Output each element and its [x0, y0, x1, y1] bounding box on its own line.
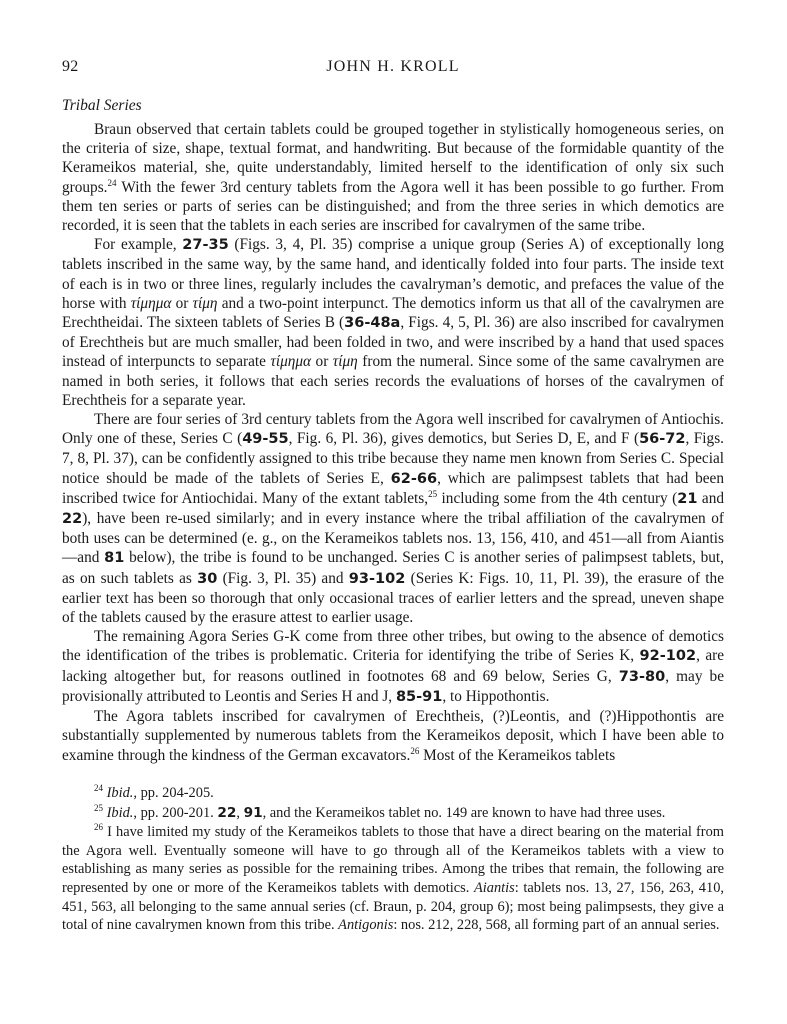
bold-reference: 27-35	[182, 237, 229, 254]
footnote-ref: 25	[94, 802, 103, 813]
text-run: , may be provisionally attributed to Leontis and Series H and J,	[62, 667, 724, 705]
footnote-ref: 24	[107, 177, 117, 188]
italic-text: Ibid.	[106, 785, 134, 801]
text-run: and	[697, 489, 724, 507]
text-run: For example,	[94, 236, 183, 254]
text-run: , Figs. 7, 8, Pl. 37), can be confidently assigned to this tribe because they name men known from Series C. Special notice should be made of the tablets of Series E,	[62, 430, 724, 487]
text-run: : nos. 212, 228, 568, all forming part of an annual series.	[393, 917, 720, 934]
text-run: ,	[236, 804, 244, 821]
footnote-ref: 26	[94, 822, 103, 833]
bold-reference: 30	[197, 570, 218, 587]
text-run: (Figs. 3, 4, Pl. 35) comprise a unique group (Series A) of exceptionally long tablets inscribed in the same way, by the same hand, and identically folded into four parts. The inside text of each is in two or three lines, regularly includes the cavalryman’s demotic, and prefaces the value of the horse with	[62, 236, 724, 312]
footnote-ref: 25	[428, 488, 438, 499]
text-run: including some from the 4th century (	[437, 489, 678, 507]
text-run: and a two-point interpunct. The demotics inform us that all of the cavalrymen are Erechtheidai. The sixteen tablets of Series B (	[62, 294, 724, 332]
italic-text: Aiantis	[473, 879, 515, 896]
text-run: , which are palimpsest tablets that had been inscribed twice for Antiochidai. Many of the extant tablets,	[62, 469, 724, 507]
text-run: or	[311, 353, 333, 371]
italic-text: τίμημα	[130, 294, 172, 312]
text-run: , are lacking altogether but, for reasons outlined in footnotes 68 and 69 below, Series G,	[62, 647, 724, 685]
footnote-ref: 26	[410, 745, 420, 756]
italic-text: Ibid.	[106, 804, 134, 821]
bold-reference: 56-72	[639, 431, 686, 448]
text-run: below), the tribe is found to be unchanged. Series C is another series of palimpsest tablets, but, as on such tablets as	[62, 549, 724, 587]
bold-reference: 21	[677, 490, 698, 507]
body-text	[62, 120, 724, 765]
text-run: There are four series of 3rd century tablets from the Agora well inscribed for cavalrymen of Antiochis. Only one of these, Series C (	[62, 411, 724, 448]
text-run: , and the Kerameikos tablet no. 149 are known to have had three uses.	[262, 804, 666, 821]
text-run: With the fewer 3rd century tablets from the Agora well it has been possible to go further. From them ten series or parts of series can be distinguished; and from the three series in which demotics are recorded, it is seen that the tablets in each series are inscribed for cavalrymen of the same tribe.	[62, 178, 724, 235]
bold-reference: 91	[243, 804, 263, 821]
italic-text: τίμη	[192, 294, 218, 312]
text-run: , pp. 200-201.	[133, 804, 218, 821]
bold-reference: 22	[217, 804, 237, 821]
bold-reference: 73-80	[618, 668, 666, 685]
footnotes	[62, 784, 724, 935]
page-header	[62, 58, 724, 80]
paragraph	[62, 627, 724, 707]
bold-reference: 36-48a	[344, 315, 401, 332]
footnote	[62, 823, 724, 935]
text-run: , pp. 204-205.	[133, 785, 214, 801]
text-run: Most of the Kerameikos tablets	[419, 746, 616, 764]
paragraph	[62, 120, 724, 235]
bold-reference: 85-91	[395, 688, 443, 705]
text-run: , Figs. 4, 5, Pl. 36) are also inscribed for cavalrymen of Erechtheis but are much smaller, had been folded in two, and were inscribed by a hand that used spaces instead of interpuncts to separate	[62, 314, 725, 371]
text-run: ), have been re-used similarly; and in every instance where the tribal affiliation of the cavalrymen of both uses can be determined (e. g., on the Kerameikos tablets nos. 13, 156, 410, and 451—all from Aiantis—and	[62, 510, 724, 567]
text-run: : tablets nos. 13, 27, 156, 263, 410, 451, 563, all belonging to the same annual series (cf. Braun, p. 204, group 6); most being palimpsests, they give a total of nine cavalrymen known from this tribe.	[62, 879, 724, 934]
running-head: JOHN H. KROLL	[326, 58, 460, 75]
bold-reference: 92-102	[639, 648, 697, 665]
text-run: I have limited my study of the Kerameikos tablets to those that have a direct bearing on the material from the Agora well. Eventually someone will have to go through all of the Kerameikos tablets with a view to establishing as many series as possible for the remaining tribes. Among the tribes that remain, the following are represented by one or more of the Kerameikos tablets with demotics.	[62, 824, 724, 896]
section-title: Tribal Series	[62, 97, 142, 114]
text-run: The Agora tablets inscribed for cavalrymen of Erechtheis, (?)Leontis, and (?)Hippothontis are substantially supplemented by numerous tablets from the Kerameikos deposit, which I have been able to examine through the kindness of the German excavators.	[62, 708, 724, 764]
page-number: 92	[62, 58, 79, 75]
bold-reference: 22	[62, 511, 83, 528]
paragraph	[62, 235, 724, 410]
bold-reference: 62-66	[390, 470, 438, 487]
text-run: The remaining Agora Series G-K come from three other tribes, but owing to the absence of demotics the identification of the tribes is problematic. Criteria for identifying the tribe of Series K,	[62, 628, 724, 665]
italic-text: τίμη	[332, 353, 358, 371]
paragraph	[62, 410, 724, 627]
bold-reference: 81	[104, 550, 125, 567]
italic-text: τίμημα	[270, 353, 312, 371]
footnote	[62, 804, 724, 823]
italic-text: Antigonis	[338, 917, 394, 934]
text-run: (Series K: Figs. 10, 11, Pl. 39), the erasure of the earlier text has been so thorough that only occasional traces of earlier letters and the spread, uneven shape of the tablets caused by the erasure attest to earlier usage.	[62, 569, 724, 627]
footnote-ref: 24	[94, 783, 103, 793]
text-run: , Fig. 6, Pl. 36), gives demotics, but Series D, E, and F (	[288, 430, 640, 448]
footnote	[62, 784, 724, 803]
bold-reference: 49-55	[242, 431, 289, 448]
text-run: (Fig. 3, Pl. 35) and	[217, 569, 349, 587]
text-run: from the numeral. Since some of the same cavalrymen are named in both series, it follows that each series records the evaluations of horses of the cavalrymen of Erechtheis for a separate year.	[62, 353, 724, 409]
paragraph	[62, 707, 724, 765]
text-run: , to Hippothontis.	[442, 687, 550, 705]
text-run: or	[171, 294, 193, 312]
text-run: Braun observed that certain tablets could be grouped together in stylistically homogeneous series, on the criteria of size, shape, textual format, and handwriting. But because of the formidable quantity of the Kerameikos material, she, quite understandably, limited herself to the identification of only six such groups.	[62, 121, 724, 196]
bold-reference: 93-102	[348, 570, 406, 587]
